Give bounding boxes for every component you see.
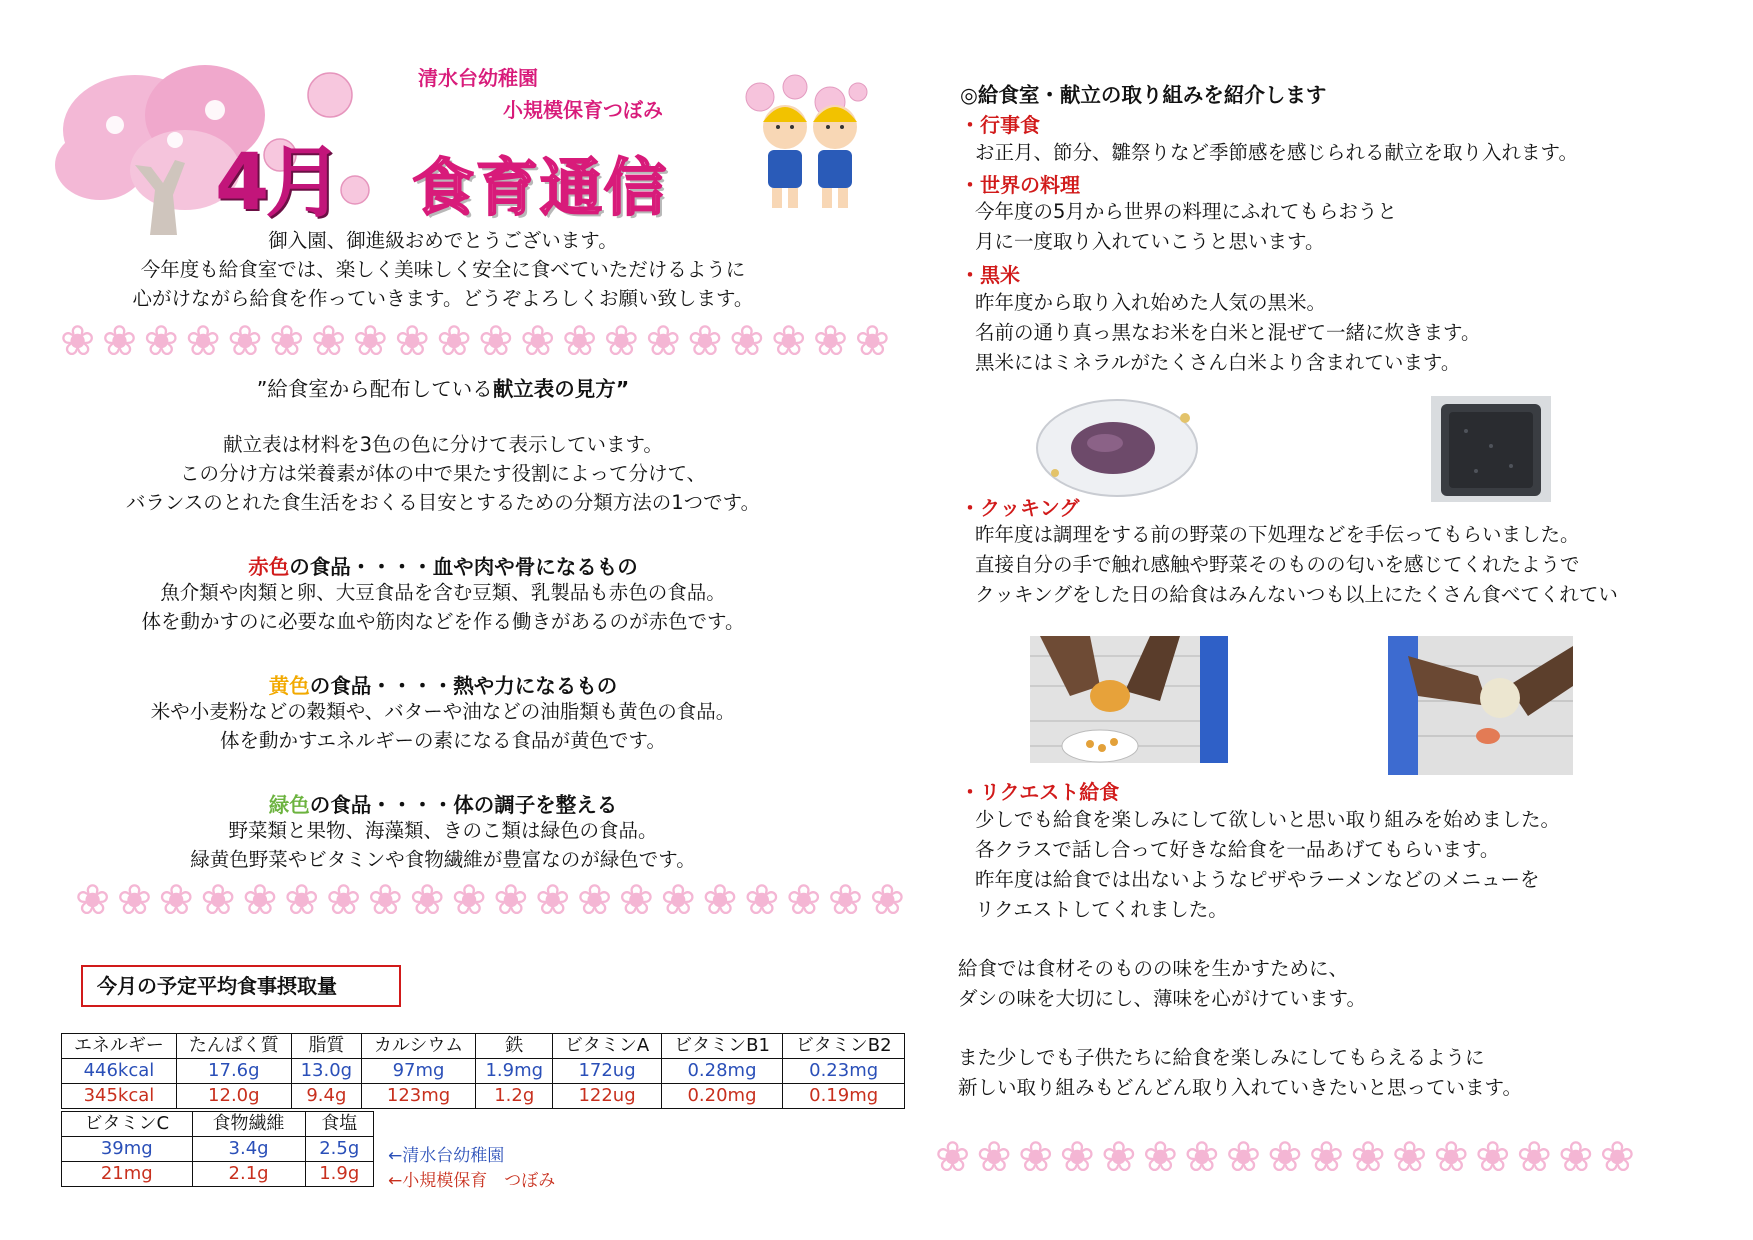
guide-explanation: 献立表は材料を3色の色に分けて表示しています。 <box>223 433 663 456</box>
section-line: 今年度の5月から世界の料理にふれてもらおうと <box>975 200 1397 223</box>
menu-guide-title: ”給食室から配布している献立表の見方” <box>256 377 630 401</box>
table-header: カルシウム <box>361 1034 475 1059</box>
kindergarten-value: 0.23mg <box>783 1059 905 1084</box>
section-heading: ・クッキング <box>960 496 1080 520</box>
kindergarten-value: 0.28mg <box>661 1059 783 1084</box>
section-heading: ・行事食 <box>960 113 1040 137</box>
table-row <box>62 1034 905 1059</box>
nursery-value: 0.20mg <box>661 1084 783 1109</box>
green-group-heading: 緑色の食品・・・・体の調子を整える <box>268 793 618 817</box>
kindergarten-value: 13.0g <box>291 1059 361 1084</box>
school-name: 清水台幼稚園 <box>418 66 538 90</box>
section-line: クッキングをした日の給食はみんないつも以上にたくさん食べてくれてい <box>975 583 1618 606</box>
nursery-value: 1.9g <box>305 1162 373 1187</box>
section-heading: ・世界の料理 <box>960 173 1080 197</box>
section-heading: ・黒米 <box>960 263 1020 287</box>
table-row <box>62 1084 905 1109</box>
sakura-divider: ❀ ❀ ❀ ❀ ❀ ❀ ❀ ❀ ❀ ❀ ❀ ❀ ❀ ❀ ❀ ❀ ❀ ❀ ❀ ❀ <box>75 875 905 924</box>
intro-line: 今年度も給食室では、楽しく美味しく安全に食べていただけるように <box>140 258 746 281</box>
nursery-value: 122ug <box>553 1084 661 1109</box>
table-header: たんぱく質 <box>176 1034 291 1059</box>
kindergarten-value: 446kcal <box>62 1059 177 1084</box>
closing-line: 新しい取り組みもどんどん取り入れていきたいと思っています。 <box>958 1076 1522 1099</box>
closing-line: また少しでも子供たちに給食を楽しみにしてもらえるように <box>958 1046 1485 1069</box>
guide-explanation: この分け方は栄養素が体の中で果たす役割によって分けて、 <box>179 462 707 485</box>
table-header: 脂質 <box>291 1034 361 1059</box>
section-line: 名前の通り真っ黒なお米を白米と混ぜて一緒に炊きます。 <box>975 321 1481 344</box>
nursery-value: 345kcal <box>62 1084 177 1109</box>
nursery-value: 2.1g <box>192 1162 305 1187</box>
section-line: リクエストしてくれました。 <box>975 898 1228 921</box>
red-group-line: 魚介類や肉類と卵、大豆食品を含む豆類、乳製品も赤色の食品。 <box>160 581 726 604</box>
legend-kindergarten: ←清水台幼稚園 <box>388 1146 505 1166</box>
nursery-value: 12.0g <box>176 1084 291 1109</box>
table-header: ビタミンA <box>553 1034 661 1059</box>
month-label: 4月 <box>215 138 340 228</box>
guide-explanation: バランスのとれた食生活をおくる目安とするための分類方法の1つです。 <box>125 491 761 514</box>
sakura-divider: ❀ ❀ ❀ ❀ ❀ ❀ ❀ ❀ ❀ ❀ ❀ ❀ ❀ ❀ ❀ ❀ ❀ ❀ ❀ ❀ <box>60 316 890 365</box>
black-rice-bag-photo <box>1431 396 1551 502</box>
section-heading: ・リクエスト給食 <box>960 780 1120 804</box>
intro-line: 御入園、御進級おめでとうございます。 <box>268 229 618 252</box>
section-line: 各クラスで話し合って好きな給食を一品あげてもらいます。 <box>975 838 1500 861</box>
closing-line: ダシの味を大切にし、薄味を心がけています。 <box>958 987 1366 1010</box>
section-line: 直接自分の手で触れ感触や野菜そのものの匂いを感じてくれたようで <box>975 553 1580 576</box>
yellow-group-line: 体を動かすエネルギーの素になる食品が黄色です。 <box>220 729 666 752</box>
green-group-line: 野菜類と果物、海藻類、きのこ類は緑色の食品。 <box>228 819 658 842</box>
yellow-group-heading: 黄色の食品・・・・熱や力になるもの <box>268 674 618 698</box>
children-illustration <box>740 72 880 217</box>
kindergarten-value: 39mg <box>62 1137 193 1162</box>
section-line: 昨年度は給食では出ないようなピザやラーメンなどのメニューを <box>975 868 1540 891</box>
sakura-divider: ❀ ❀ ❀ ❀ ❀ ❀ ❀ ❀ ❀ ❀ ❀ ❀ ❀ ❀ ❀ ❀ ❀ <box>935 1132 1635 1181</box>
section-line: 少しでも給食を楽しみにして欲しいと思い取り組みを始めました。 <box>975 808 1561 831</box>
red-group-heading: 赤色の食品・・・・血や肉や骨になるもの <box>248 555 638 579</box>
kindergarten-value: 3.4g <box>192 1137 305 1162</box>
nursery-name: 小規模保育つぼみ <box>503 98 663 122</box>
yellow-group-line: 米や小麦粉などの穀類や、バターや油などの油脂類も黄色の食品。 <box>150 700 736 723</box>
cooking-photo-1 <box>1030 636 1228 763</box>
table-row <box>62 1162 374 1187</box>
intake-table-2 <box>61 1111 374 1187</box>
table-row <box>62 1137 374 1162</box>
table-header: 食塩 <box>305 1112 373 1137</box>
kindergarten-value: 17.6g <box>176 1059 291 1084</box>
section-line: 黒米にはミネラルがたくさん白米より含まれています。 <box>975 351 1461 374</box>
kindergarten-value: 172ug <box>553 1059 661 1084</box>
table-row <box>62 1112 374 1137</box>
red-group-line: 体を動かすのに必要な血や筋肉などを作る働きがあるのが赤色です。 <box>141 610 745 633</box>
intro-line: 心がけながら給食を作っていきます。どうぞよろしくお願い致します。 <box>132 287 754 310</box>
nursery-value: 1.2g <box>476 1084 553 1109</box>
closing-line: 給食では食材そのものの味を生かすために、 <box>958 957 1349 980</box>
section-line: 昨年度は調理をする前の野菜の下処理などを手伝ってもらいました。 <box>975 523 1580 546</box>
legend-nursery: ←小規模保育 つぼみ <box>388 1171 556 1191</box>
table-header: ビタミンC <box>62 1112 193 1137</box>
intake-title: 今月の予定平均食事摂取量 <box>81 965 401 1007</box>
black-rice-bowl-photo <box>1035 393 1200 498</box>
table-header: 食物繊維 <box>192 1112 305 1137</box>
intake-table <box>61 1033 905 1109</box>
newsletter-title: 食育通信 <box>412 151 669 224</box>
kindergarten-value: 97mg <box>361 1059 475 1084</box>
table-header: ビタミンB1 <box>661 1034 783 1059</box>
right-title: ◎給食室・献立の取り組みを紹介します <box>960 83 1327 107</box>
cooking-photo-2 <box>1388 636 1573 775</box>
nursery-value: 0.19mg <box>783 1084 905 1109</box>
section-line: 月に一度取り入れていこうと思います。 <box>975 230 1325 253</box>
nursery-value: 123mg <box>361 1084 475 1109</box>
nursery-value: 9.4g <box>291 1084 361 1109</box>
green-group-line: 緑黄色野菜やビタミンや食物繊維が豊富なのが緑色です。 <box>190 848 696 871</box>
table-header: ビタミンB2 <box>783 1034 905 1059</box>
nursery-value: 21mg <box>62 1162 193 1187</box>
kindergarten-value: 1.9mg <box>476 1059 553 1084</box>
table-header: 鉄 <box>476 1034 553 1059</box>
table-row <box>62 1059 905 1084</box>
section-line: お正月、節分、雛祭りなど季節感を感じられる献立を取り入れます。 <box>975 141 1578 164</box>
table-header: エネルギー <box>62 1034 177 1059</box>
kindergarten-value: 2.5g <box>305 1137 373 1162</box>
section-line: 昨年度から取り入れ始めた人気の黒米。 <box>975 291 1327 314</box>
